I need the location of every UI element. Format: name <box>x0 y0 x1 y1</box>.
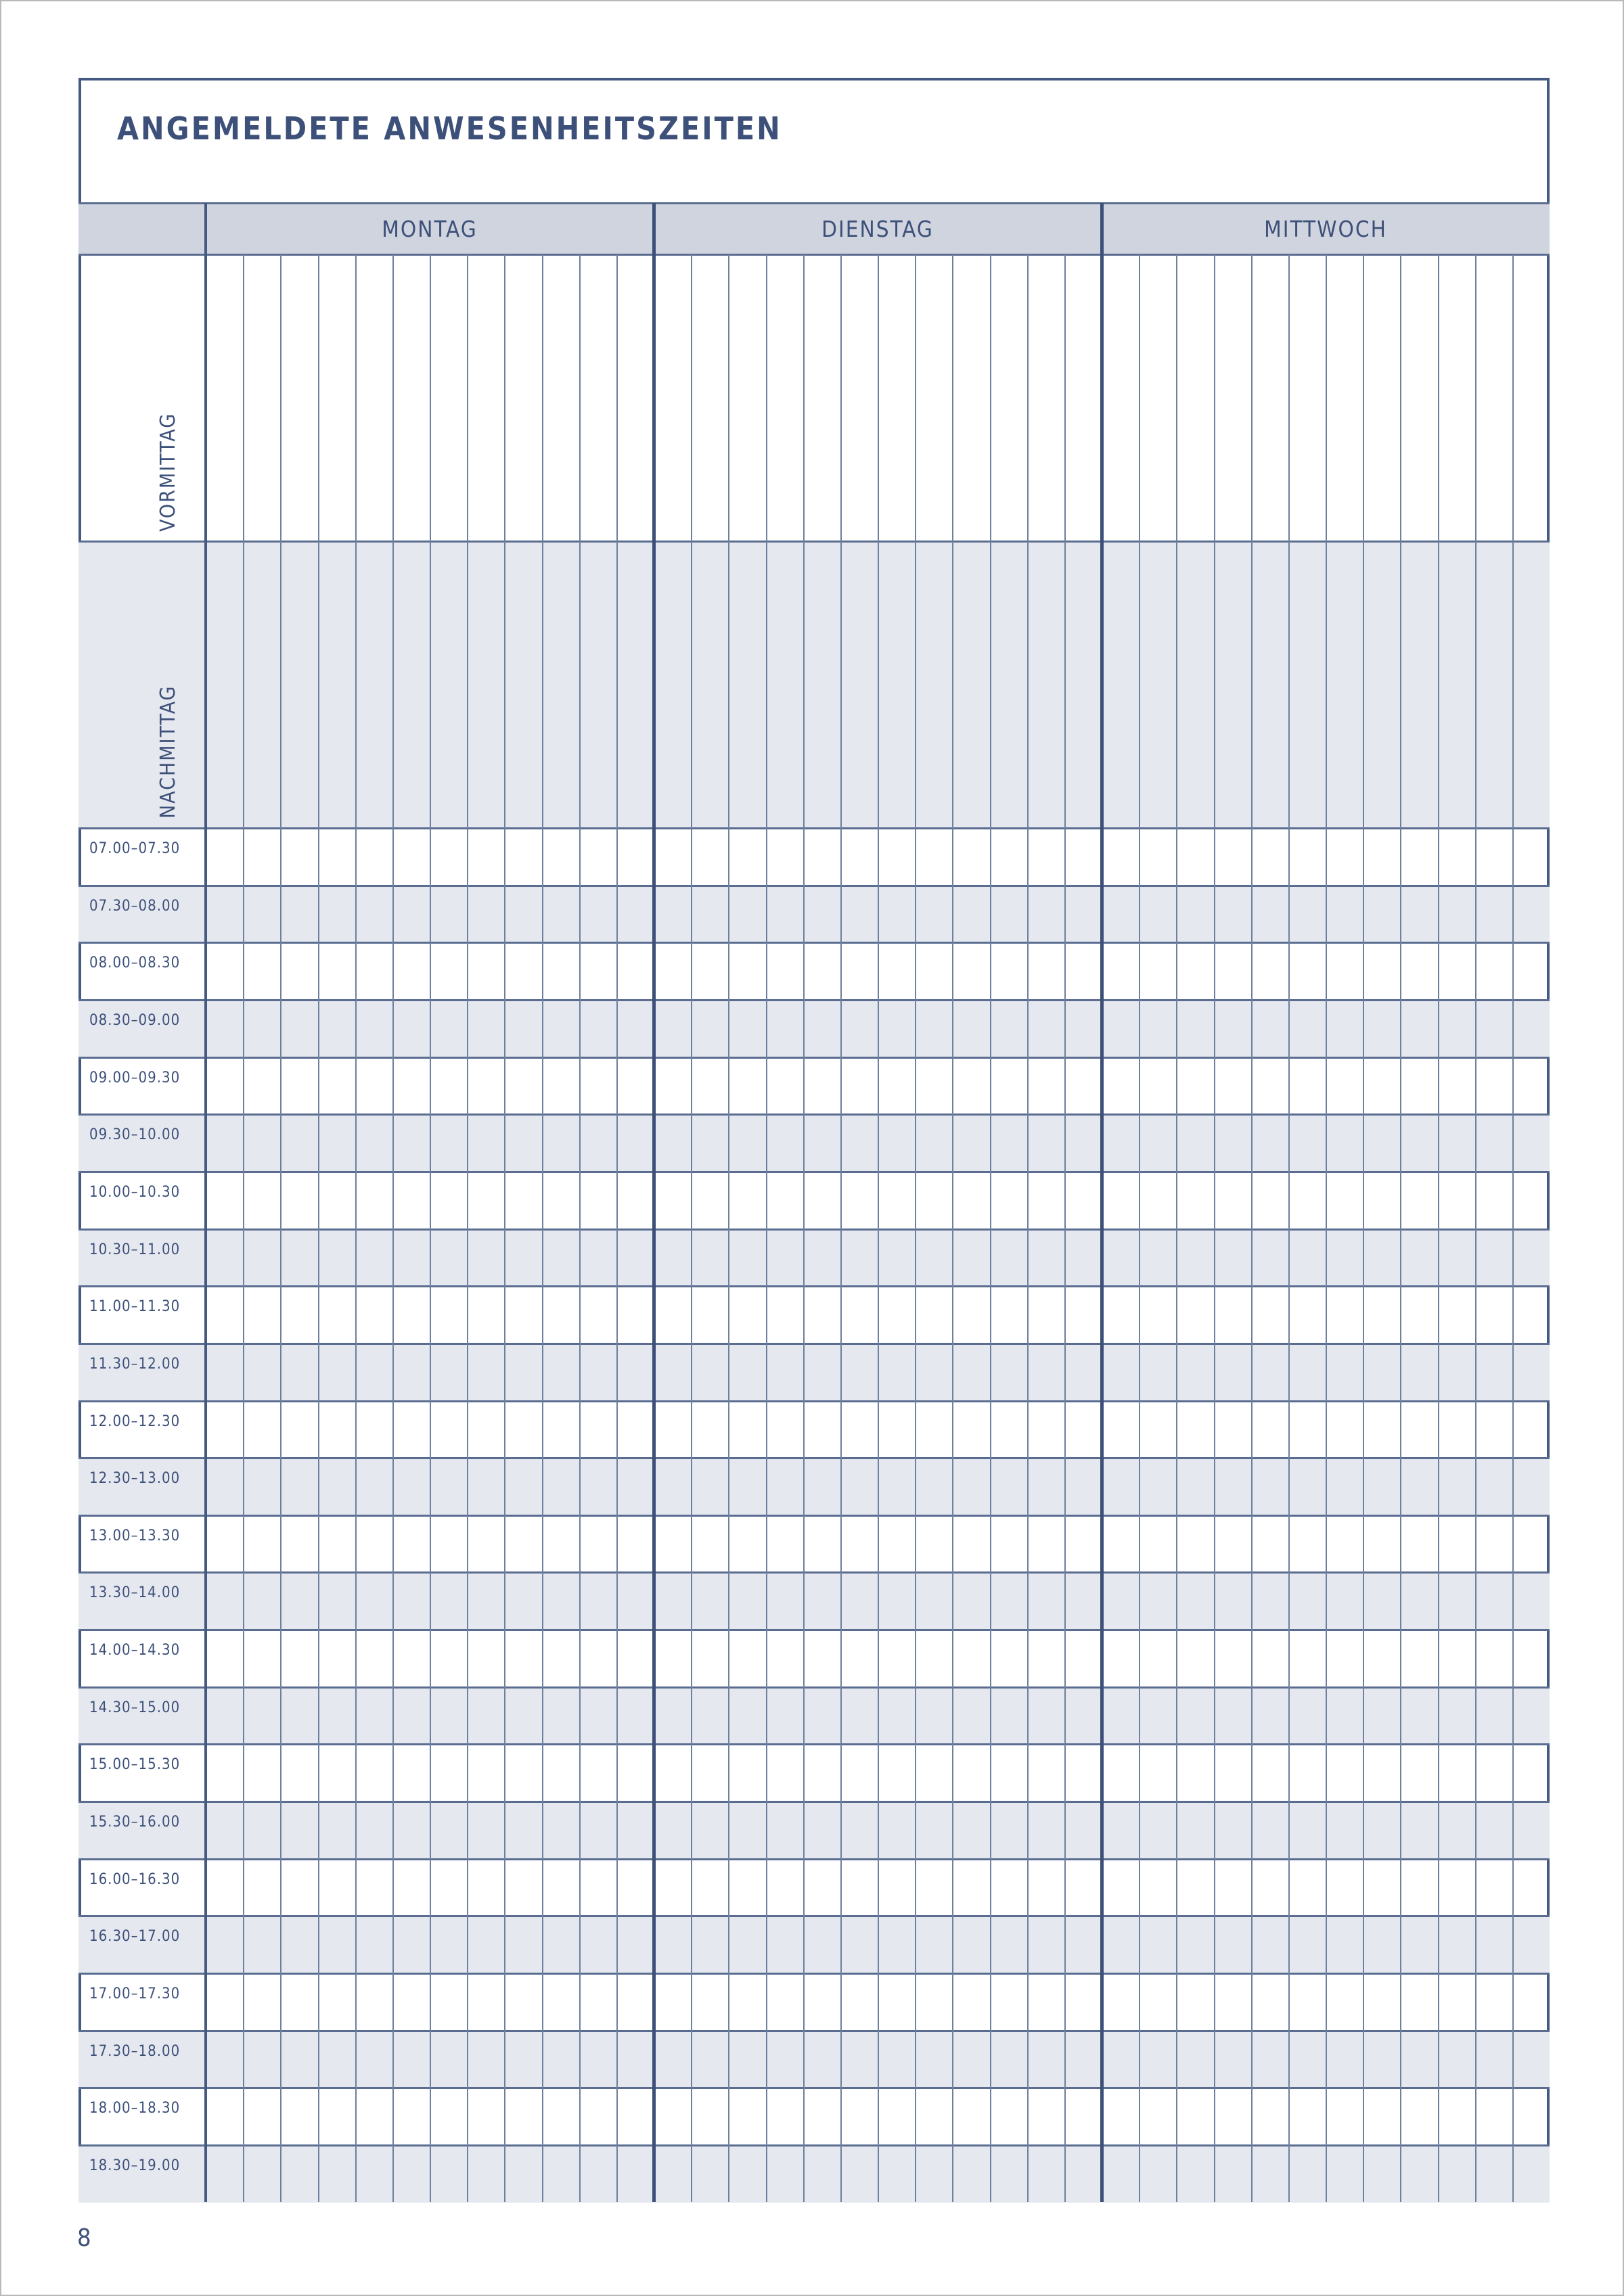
time-slot-label: 15.00–15.30 <box>89 1756 181 1774</box>
grid-line-vertical <box>803 254 805 2202</box>
grid-line-vertical <box>990 254 991 2202</box>
grid-line-horizontal <box>78 1571 1550 1574</box>
time-slot-band <box>78 1572 1550 1630</box>
time-slot-band <box>78 886 1550 943</box>
grid-line-vertical <box>467 254 468 2202</box>
grid-line-horizontal <box>78 1057 1550 1059</box>
section-label-text: VORMITTAG <box>156 412 180 532</box>
time-slot-label: 08.30–09.00 <box>89 1011 181 1029</box>
page-number: 8 <box>77 2224 91 2252</box>
grid-line-vertical <box>542 254 543 2202</box>
time-slot-label: 07.30–08.00 <box>89 897 181 915</box>
time-slot-band <box>78 2031 1550 2088</box>
grid-line-vertical <box>840 254 842 2202</box>
grid-line-vertical <box>1438 254 1439 2202</box>
grid-line-horizontal <box>78 1973 1550 1975</box>
grid-line-horizontal <box>78 827 1550 829</box>
grid-line-horizontal <box>78 202 1550 204</box>
grid-line-vertical <box>728 254 729 2202</box>
day-header-montag: MONTAG <box>206 203 654 254</box>
grid-line-vertical <box>691 254 692 2202</box>
grid-line-vertical <box>1363 254 1364 2202</box>
time-slot-label: 16.30–17.00 <box>89 1928 181 1946</box>
time-slot-label: 14.00–14.30 <box>89 1642 181 1659</box>
time-slot-label: 10.30–11.00 <box>89 1241 181 1258</box>
time-slot-label: 12.00–12.30 <box>89 1413 181 1430</box>
grid-line-horizontal <box>78 1400 1550 1402</box>
grid-line-vertical <box>1251 254 1253 2202</box>
grid-line-horizontal <box>78 1858 1550 1860</box>
grid-line-vertical <box>579 254 581 2202</box>
page-title: ANGEMELDETE ANWESENHEITSZEITEN <box>117 110 782 147</box>
grid-line-horizontal <box>78 1171 1550 1173</box>
grid-line-horizontal <box>78 1515 1550 1517</box>
grid-line-vertical <box>1064 254 1066 2202</box>
time-slot-label: 07.00–07.30 <box>89 840 181 857</box>
grid-line-vertical <box>280 254 281 2202</box>
time-slot-band <box>78 1344 1550 1401</box>
grid-line-horizontal <box>78 942 1550 944</box>
time-slot-label: 11.30–12.00 <box>89 1355 181 1373</box>
section-band-nachmittag <box>78 541 1550 828</box>
day-divider <box>652 203 656 2202</box>
grid-line-horizontal <box>78 1229 1550 1231</box>
grid-line-vertical <box>878 254 879 2202</box>
grid-line-horizontal <box>78 1686 1550 1689</box>
section-label-vormittag <box>78 254 206 541</box>
grid-line-vertical <box>915 254 916 2202</box>
section-label-text: NACHMITTAG <box>156 685 180 819</box>
grid-line-vertical <box>1176 254 1177 2202</box>
grid-line-vertical <box>430 254 431 2202</box>
time-slot-band <box>78 1801 1550 1859</box>
grid-line-vertical <box>355 254 357 2202</box>
grid-line-vertical <box>1214 254 1215 2202</box>
time-slot-band <box>78 1229 1550 1287</box>
time-slot-label: 09.30–10.00 <box>89 1126 181 1144</box>
time-slot-band <box>78 2145 1550 2203</box>
grid-line-horizontal <box>78 999 1550 1001</box>
grid-line-vertical <box>243 254 244 2202</box>
time-slot-label: 16.00–16.30 <box>89 1870 181 1888</box>
time-slot-label: 09.00–09.30 <box>89 1069 181 1086</box>
time-slot-label: 18.30–19.00 <box>89 2157 181 2174</box>
grid-line-horizontal <box>78 1343 1550 1345</box>
time-slot-label: 08.00–08.30 <box>89 955 181 972</box>
day-divider <box>1100 203 1104 2202</box>
grid-line-vertical <box>616 254 618 2202</box>
grid-line-horizontal <box>78 2087 1550 2089</box>
time-slot-label: 12.30–13.00 <box>89 1470 181 1488</box>
grid-line-vertical <box>392 254 394 2202</box>
grid-line-vertical <box>1139 254 1140 2202</box>
grid-line-vertical <box>204 203 207 2202</box>
time-slot-label: 15.30–16.00 <box>89 1814 181 1831</box>
grid-line-horizontal <box>78 541 1550 543</box>
grid-line-horizontal <box>78 1801 1550 1803</box>
time-slot-band <box>78 1000 1550 1057</box>
grid-line-vertical <box>1512 254 1514 2202</box>
grid-line-horizontal <box>78 2030 1550 2032</box>
time-slot-label: 14.30–15.00 <box>89 1699 181 1716</box>
grid-line-horizontal <box>78 1743 1550 1745</box>
grid-line-horizontal <box>78 1113 1550 1116</box>
time-slot-label: 11.00–11.30 <box>89 1298 181 1316</box>
time-slot-label: 13.00–13.30 <box>89 1527 181 1544</box>
time-slot-label: 10.00–10.30 <box>89 1183 181 1201</box>
grid-line-vertical <box>1288 254 1290 2202</box>
grid-line-vertical <box>952 254 953 2202</box>
grid-line-vertical <box>1027 254 1029 2202</box>
grid-line-horizontal <box>78 1285 1550 1287</box>
day-header-dienstag: DIENSTAG <box>654 203 1102 254</box>
time-slot-band <box>78 1916 1550 1973</box>
section-label-nachmittag <box>78 541 206 828</box>
grid-line-horizontal <box>78 885 1550 887</box>
grid-line-vertical <box>1400 254 1401 2202</box>
grid-line-horizontal <box>78 2144 1550 2146</box>
grid-line-horizontal <box>78 254 1550 256</box>
time-slot-label: 17.00–17.30 <box>89 1985 181 2002</box>
grid-line-horizontal <box>78 1915 1550 1917</box>
time-slot-label: 17.30–18.00 <box>89 2042 181 2060</box>
grid-line-vertical <box>1326 254 1327 2202</box>
time-slot-band <box>78 1458 1550 1515</box>
header-corner-cell <box>78 203 206 254</box>
grid-line-vertical <box>1475 254 1476 2202</box>
time-slot-label: 13.30–14.00 <box>89 1584 181 1602</box>
grid-line-vertical <box>504 254 505 2202</box>
time-slot-band <box>78 1687 1550 1745</box>
day-header-mittwoch: MITTWOCH <box>1102 203 1550 254</box>
time-slot-label: 18.00–18.30 <box>89 2100 181 2117</box>
grid-line-vertical <box>766 254 767 2202</box>
time-slot-band <box>78 1114 1550 1172</box>
grid-line-horizontal <box>78 1629 1550 1631</box>
grid-line-horizontal <box>78 1457 1550 1459</box>
grid-line-vertical <box>318 254 319 2202</box>
